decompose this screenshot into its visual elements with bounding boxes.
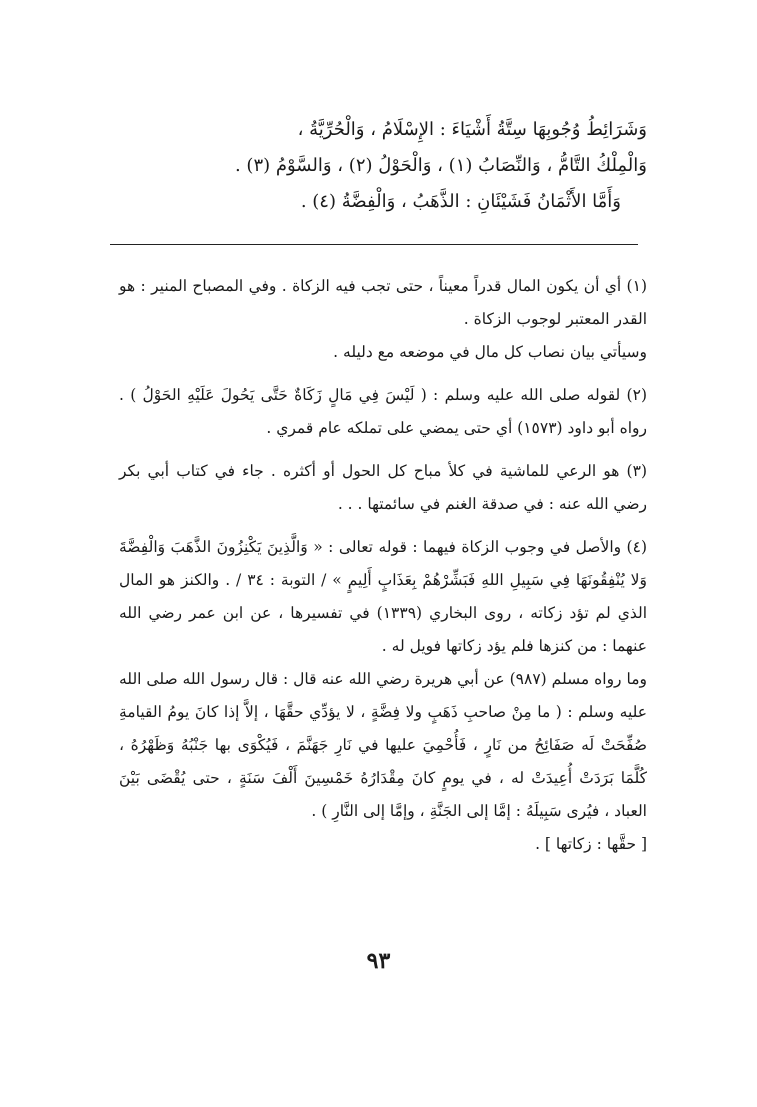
main-text-line: وَأَمَّا الأَثْمَانُ فَشَيْئَانِ : الذَّهَبُ ، وَالْفِضَّةُ (٤) . — [300, 191, 621, 212]
footnote-paragraph: (١) أي أن يكون المال قدراً معيناً ، حتى تجب فيه الزكاة . وفي المصباح المنير : هو القدر المعتبر لوجوب الزكاة . — [119, 277, 647, 328]
footnote-2 — [119, 379, 647, 445]
footnote-paragraph: وما رواه مسلم (٩٨٧) عن أبي هريرة رضي الله عنه قال : قال رسول الله صلى الله عليه وسلم : ( ما مِنْ صاحبِ ذَهَبٍ ولا فِضَّةٍ ، لا يؤدِّي حقَّهَا ، إلاَّ إذا كانَ يومُ القيامةِ صُفِّحَتْ لَه صَفَائِحُ من نَارٍ ، فَأُحْمِيَ عليها في نَارِ جَهَنَّمَ ، فَيُكْوَى بها جَنْبُهُ وَظَهْرُهُ ، كُلَّمَا بَرَدَتْ أُعِيدَتْ له ، في يومٍ كانَ مِقْدَارُهُ خَمْسِينَ أَلْفَ سَنَةٍ ، حتى يُقْضَى بَيْنَ العباد ، فيُرى سَبِيلَهُ : إمَّا إلى الجَنَّةِ ، وإمَّا إلى النَّارِ ) . — [119, 670, 647, 820]
footnote-4 — [119, 531, 647, 861]
main-text — [107, 112, 647, 220]
main-text-line: وَشَرَائِطُ وُجُوبِهَا سِتَّةُ أَشْيَاءَ : الإِسْلَامُ ، وَالْحُرِّيَّةُ ، — [297, 119, 647, 140]
main-text-line: وَالْمِلْكُ التَّامُّ ، وَالنِّصَابُ (١) ، وَالْحَوْلُ (٢) ، وَالسَّوْمُ (٣) . — [234, 155, 647, 176]
footnotes — [119, 270, 647, 861]
footnote-paragraph: (٣) هو الرعي للماشية في كلأ مباح كل الحول أو أكثره . جاء في كتاب أبي بكر رضي الله عنه : في صدقة الغنم في سائمتها . . . — [119, 462, 647, 513]
footnote-paragraph: [ حقَّها : زكاتها ] . — [535, 835, 647, 853]
footnote-paragraph: (٢) لقوله صلى الله عليه وسلم : ( لَيْسَ فِي مَالٍ زَكَاةٌ حَتَّى يَحُولَ عَلَيْهِ الحَوْلُ ) . رواه أبو داود (١٥٧٣) أي حتى يمضي على تملكه عام قمري . — [119, 386, 647, 437]
footnote-3 — [119, 455, 647, 521]
footnote-paragraph: وسيأتي بيان نصاب كل مال في موضعه مع دليله . — [333, 343, 647, 361]
page-number: ٩٣ — [366, 948, 391, 974]
footnote-1 — [119, 270, 647, 369]
footnote-paragraph: (٤) والأصل في وجوب الزكاة فيهما : قوله تعالى : « وَالَّذِينَ يَكْنِزُونَ الذَّهَبَ وَالْفِضَّةَ وَلا يُنْفِقُونَهَا فِي سَبِيلِ اللهِ فَبَشِّرْهُمْ بِعَذَابٍ أَلِيمٍ » / التوبة : ٣٤ / . والكنز هو المال الذي لم تؤد زكاته ، روى البخاري (١٣٣٩) في تفسيرها ، عن ابن عمر رضي الله عنهما : من كنزها فلم يؤد زكاتها فويل له . — [119, 538, 647, 655]
footnote-divider — [110, 244, 638, 245]
